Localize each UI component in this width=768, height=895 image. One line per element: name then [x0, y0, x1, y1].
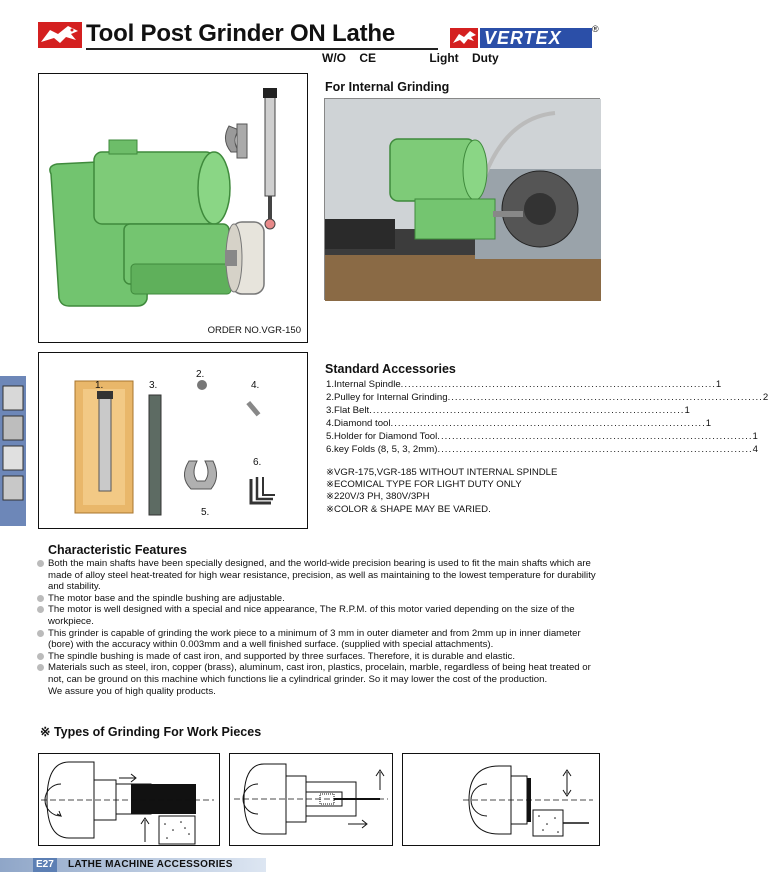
- note-item: ※220V/3 PH, 380V/3PH: [326, 491, 430, 503]
- page-title: Tool Post Grinder ON Lathe: [86, 20, 396, 47]
- title-underline: [86, 48, 438, 50]
- item-number-2: 2.: [196, 369, 205, 380]
- bullet-icon: [37, 606, 44, 613]
- features-heading: Characteristic Features: [48, 543, 187, 557]
- accessories-photo: [38, 352, 308, 529]
- bullet-icon: [37, 664, 44, 671]
- accessory-label: 4.Diamond tool: [326, 418, 391, 430]
- standard-accessories-heading: Standard Accessories: [325, 362, 456, 376]
- main-product-photo: [38, 73, 308, 343]
- list-item: [36, 604, 596, 627]
- bullet-icon: [37, 560, 44, 567]
- accessory-qty: 1: [684, 405, 690, 417]
- list-item: [326, 404, 690, 417]
- list-item: [36, 558, 596, 593]
- bullet-icon: [37, 630, 44, 637]
- dot-leader: ......................................................................................: [447, 392, 763, 404]
- bullet-icon: [37, 653, 44, 660]
- accessories-list: [326, 378, 768, 457]
- list-item: [36, 651, 596, 663]
- accessory-label: 6.key Folds (8, 5, 3, 2mm): [326, 444, 438, 456]
- closing-statement: We assure you of high quality products.: [48, 685, 216, 697]
- brand-name: VERTEX: [484, 28, 562, 48]
- item-number-5: 5.: [201, 507, 210, 518]
- internal-grinding-photo: [324, 98, 600, 300]
- bullet-icon: [37, 595, 44, 602]
- feature-text: Both the main shafts have been specially designed, and the world-wide precision bearing is used to fit the main shafts which are made of alloy steel heat-treated for high wear resistance, precision, as well as maintaining to the lowest temperature for durability and stability.: [48, 558, 596, 593]
- dot-leader: ......................................................................................: [437, 444, 753, 456]
- dot-leader: ......................................................................................: [390, 418, 706, 430]
- note-item: ※ECOMICAL TYPE FOR LIGHT DUTY ONLY: [326, 479, 522, 491]
- feature-text: The motor is well designed with a special and nice appearance, The R.P.M. of this motor varied depending on the size of the workpiece.: [48, 604, 575, 627]
- accessory-label: 5.Holder for Diamond Tool: [326, 431, 438, 443]
- list-item: [36, 662, 596, 685]
- accessory-qty: 4: [752, 444, 759, 456]
- vertex-logo: [450, 26, 600, 50]
- eagle-logo-icon: [38, 22, 82, 48]
- list-item: [326, 391, 768, 404]
- note-item: ※VGR-175,VGR-185 WITHOUT INTERNAL SPINDLE: [326, 467, 558, 478]
- accessory-notes: [326, 467, 557, 516]
- accessory-qty: 2: [762, 392, 768, 404]
- feature-text: Materials such as steel, iron, copper (brass), aluminum, cast iron, plastics, procelain, marble, regardless of being heat treated or not, can be ground on this machine which functions lie a cylindrical grinder. So it may lower the cost of the production.: [48, 662, 591, 685]
- accessory-qty: 1: [752, 431, 758, 443]
- item-number-6: 6.: [253, 457, 262, 468]
- accessory-label: 3.Flat Belt: [326, 405, 370, 417]
- feature-text: The motor base and the spindle bushing are adjustable.: [48, 592, 285, 604]
- grinding-diagram-face: [402, 753, 600, 846]
- features-list: [36, 558, 596, 697]
- list-item: [36, 628, 596, 651]
- item-number-3: 3.: [149, 380, 158, 391]
- list-item: [36, 593, 596, 605]
- accessory-label: 2.Pulley for Internal Grinding: [326, 392, 448, 404]
- list-item: [326, 430, 758, 443]
- grinding-diagram-internal: [229, 753, 393, 846]
- list-item: [326, 443, 759, 456]
- page-subtitle: W/O CE Light Duty: [322, 51, 499, 65]
- list-item: [326, 378, 722, 391]
- accessory-qty: 1: [705, 418, 712, 430]
- dot-leader: ......................................................................................: [400, 379, 716, 390]
- accessory-label: 1.Internal Spindle: [326, 379, 401, 390]
- feature-text: The spindle bushing is made of cast iron, and supported by three surfaces. Therefore, it is durable and elastic.: [48, 650, 515, 662]
- dot-leader: ......................................................................................: [437, 431, 753, 443]
- registered-mark: ®: [592, 24, 599, 34]
- order-number-caption: ORDER NO.VGR-150: [207, 325, 301, 336]
- item-number-4: 4.: [251, 380, 260, 391]
- item-number-1: 1.: [95, 380, 104, 391]
- dot-leader: ......................................................................................: [369, 405, 685, 417]
- feature-text: This grinder is capable of grinding the work piece to a minimum of 3 mm in outer diameter and from 2mm up in inner diameter (bore) with the accuracy within 0.003mm and a well finished surface. (supplied with special attachments).: [48, 627, 581, 651]
- list-item: [326, 417, 712, 430]
- note-item: ※COLOR & SHAPE MAY BE VARIED.: [326, 503, 491, 515]
- page-number: E27: [33, 858, 57, 872]
- side-thumbnail-tab: [0, 376, 26, 526]
- footer-section-title: LATHE MACHINE ACCESSORIES: [68, 859, 233, 870]
- internal-grinding-heading: For Internal Grinding: [325, 80, 450, 94]
- grinding-diagram-external: [38, 753, 220, 846]
- grinding-types-heading: ※ Types of Grinding For Work Pieces: [40, 725, 262, 739]
- accessory-qty: 1: [715, 379, 722, 390]
